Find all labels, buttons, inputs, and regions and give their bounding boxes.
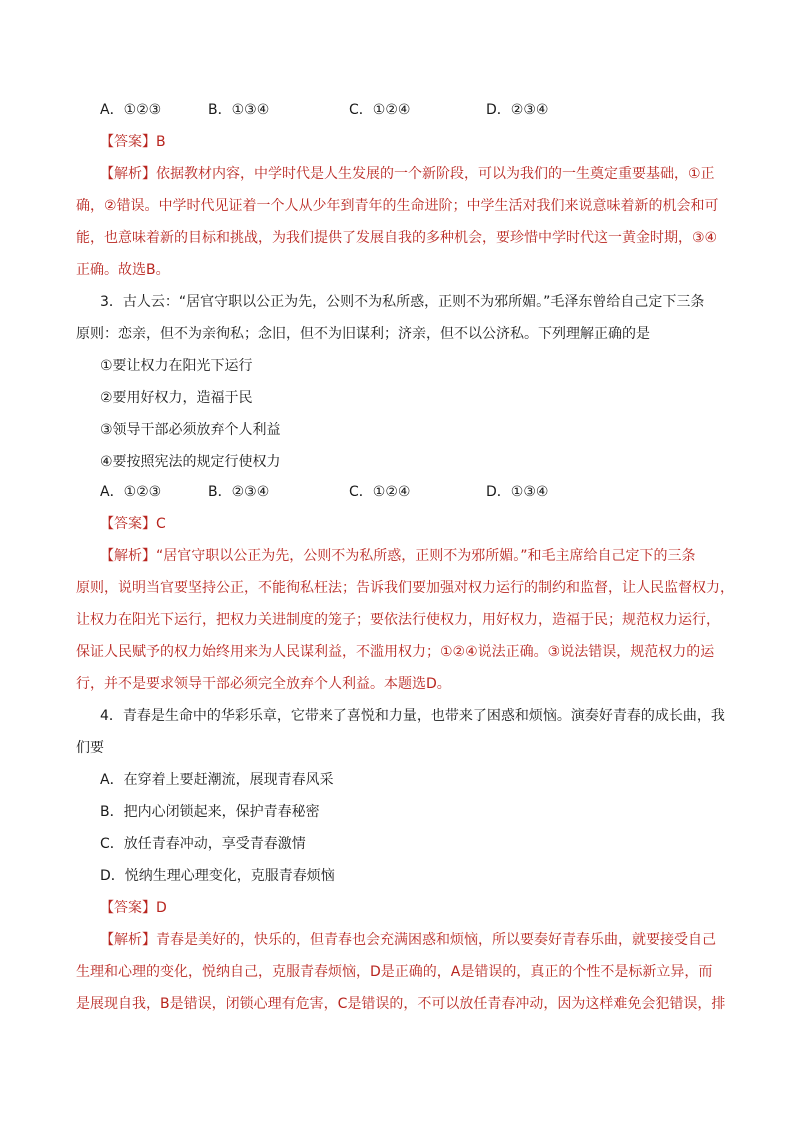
q2-analysis-label: 【解析】 bbox=[100, 166, 156, 182]
q2-option-b: B．①③④ bbox=[208, 102, 270, 118]
q3-analysis-line-3: 让权力在阳光下运行，把权力关进制度的笼子；要依法行使权力，用好权力，造福于民；规范权力运行， bbox=[76, 612, 720, 628]
q3-item-3: ③领导干部必须放弃个人利益 bbox=[100, 422, 281, 438]
q3-stem-line-2: 原则：恋亲，但不为亲徇私；念旧，但不为旧谋利；济亲，但不以公济私。下列理解正确的是 bbox=[76, 326, 650, 342]
q4-answer-value: D bbox=[156, 900, 167, 916]
q4-option-a: A．在穿着上要赶潮流，展现青春风采 bbox=[100, 772, 334, 788]
q4-stem-line-1: 4．青春是生命中的华彩乐章，它带来了喜悦和力量，也带来了困惑和烦恼。演奏好青春的成长曲，我 bbox=[100, 708, 725, 724]
q4-analysis-line-1: 【解析】青春是美好的，快乐的，但青春也会充满困惑和烦恼，所以要奏好青春乐曲，就要接受自己 bbox=[100, 932, 716, 948]
q2-option-c: C．①②④ bbox=[349, 102, 411, 118]
q2-option-a: A．①②③ bbox=[100, 102, 162, 118]
q3-analysis-line-5: 行，并不是要求领导干部必须完全放弃个人利益。本题选D。 bbox=[76, 676, 451, 692]
q3-item-2: ②要用好权力，造福于民 bbox=[100, 390, 253, 406]
q3-item-1: ①要让权力在阳光下运行 bbox=[100, 358, 253, 374]
q3-option-a: A．①②③ bbox=[100, 484, 162, 500]
q3-option-d: D．①③④ bbox=[486, 484, 549, 500]
q2-analysis-line-3: 能，也意味着新的目标和挑战，为我们提供了发展自我的多种机会，要珍惜中学时代这一黄金时期，③④ bbox=[76, 230, 718, 246]
q3-analysis-line-1: 【解析】“居官守职以公正为先，公则不为私所惑，正则不为邪所媚。”和毛主席给自己定下的三条 bbox=[100, 548, 696, 564]
q2-analysis-line-1: 【解析】依据教材内容，中学时代是人生发展的一个新阶段，可以为我们的一生奠定重要基础，①正 bbox=[100, 166, 715, 182]
q4-analysis-label: 【解析】 bbox=[100, 932, 156, 948]
q4-option-c: C．放任青春冲动，享受青春激情 bbox=[100, 836, 306, 852]
q3-analysis-line-2: 原则，说明当官要坚持公正，不能徇私枉法；告诉我们要加强对权力运行的制约和监督，让人民监督权力， bbox=[76, 580, 734, 596]
q3-stem-line-1: 3．古人云：“居官守职以公正为先，公则不为私所惑，正则不为邪所媚。”毛泽东曾给自己定下三条 bbox=[100, 294, 705, 310]
q3-answer-value: C bbox=[156, 516, 166, 532]
q2-option-d: D．②③④ bbox=[486, 102, 549, 118]
q2-analysis-line-4: 正确。故选B。 bbox=[76, 262, 170, 278]
q3-analysis-label: 【解析】 bbox=[100, 548, 156, 564]
q4-analysis-line-2: 生理和心理的变化，悦纳自己，克服青春烦恼，D是正确的，A是错误的，真正的个性不是标新立异，而 bbox=[76, 964, 713, 980]
q2-analysis-line-2: 确，②错误。中学时代见证着一个人从少年到青年的生命进阶；中学生活对我们来说意味着新的机会和可 bbox=[76, 198, 719, 214]
q3-answer bbox=[100, 514, 166, 534]
q2-answer bbox=[100, 132, 166, 152]
q4-option-b: B．把内心闭锁起来，保护青春秘密 bbox=[100, 804, 320, 820]
q3-item-4: ④要按照宪法的规定行使权力 bbox=[100, 454, 281, 470]
q3-answer-label: 【答案】 bbox=[100, 516, 156, 532]
q3-analysis-line-4: 保证人民赋予的权力始终用来为人民谋利益，不滥用权力；①②④说法正确。③说法错误，规范权力的运 bbox=[76, 644, 715, 660]
q3-option-c: C．①②④ bbox=[349, 484, 411, 500]
q4-answer bbox=[100, 898, 167, 918]
q4-analysis-line-3: 是展现自我，B是错误，闭锁心理有危害，C是错误的，不可以放任青春冲动，因为这样难免会犯错误，排 bbox=[76, 996, 726, 1012]
q2-answer-label: 【答案】 bbox=[100, 134, 156, 150]
q2-answer-value: B bbox=[156, 134, 166, 150]
q4-option-d: D．悦纳生理心理变化，克服青春烦恼 bbox=[100, 868, 335, 884]
q4-stem-line-2: 们要 bbox=[76, 740, 104, 756]
q4-answer-label: 【答案】 bbox=[100, 900, 156, 916]
q3-option-b: B．②③④ bbox=[208, 484, 270, 500]
